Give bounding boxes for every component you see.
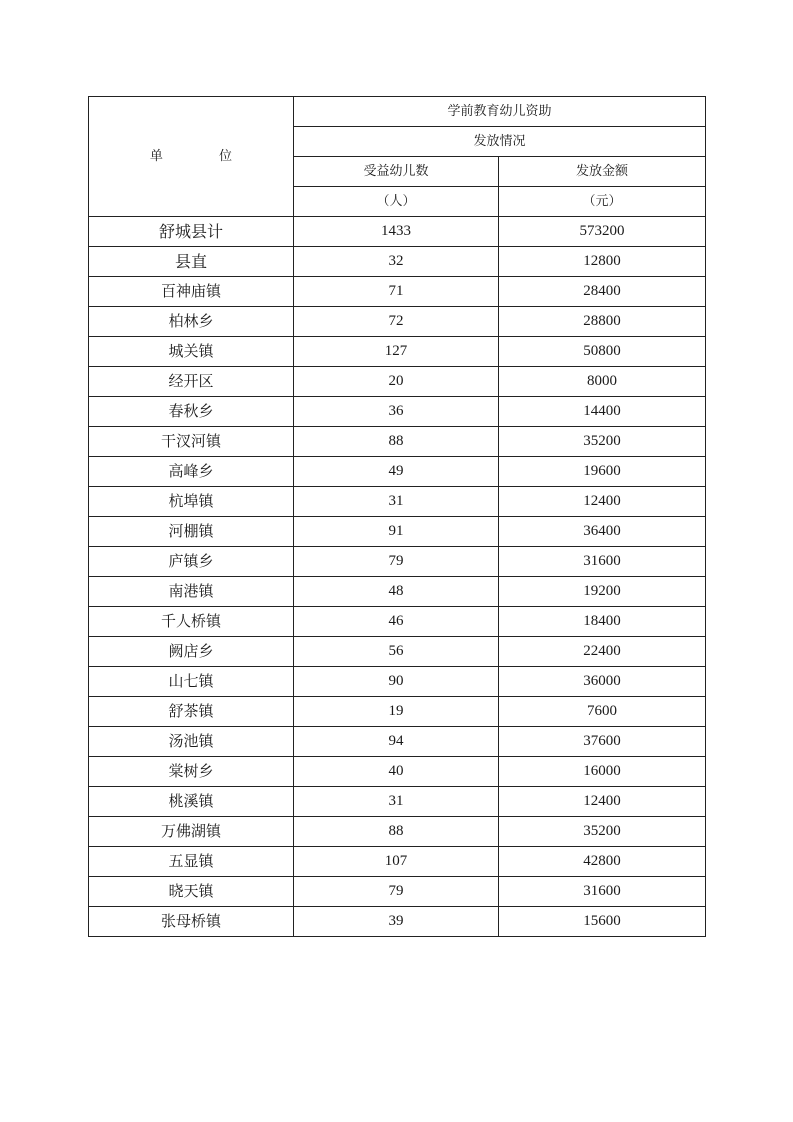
table-row	[89, 247, 706, 277]
table-row	[89, 487, 706, 517]
row-amount: 19600	[499, 457, 706, 487]
table-row	[89, 577, 706, 607]
row-unit-name: 舒茶镇	[89, 697, 294, 727]
row-unit-name: 春秋乡	[89, 397, 294, 427]
table-row	[89, 277, 706, 307]
unit-header: 单 位	[89, 97, 294, 217]
row-amount: 37600	[499, 727, 706, 757]
table-row	[89, 607, 706, 637]
row-amount: 12400	[499, 487, 706, 517]
row-unit-name: 舒城县计	[89, 217, 294, 247]
row-amount: 28800	[499, 307, 706, 337]
row-amount: 22400	[499, 637, 706, 667]
col-unit-children: （人）	[294, 187, 499, 217]
row-children-count: 72	[294, 307, 499, 337]
row-amount: 35200	[499, 427, 706, 457]
row-children-count: 31	[294, 487, 499, 517]
table-row	[89, 787, 706, 817]
row-unit-name: 百神庙镇	[89, 277, 294, 307]
row-unit-name: 柏林乡	[89, 307, 294, 337]
row-unit-name: 县直	[89, 247, 294, 277]
table-row	[89, 547, 706, 577]
row-unit-name: 千人桥镇	[89, 607, 294, 637]
col-header-children: 受益幼儿数	[294, 157, 499, 187]
row-amount: 12800	[499, 247, 706, 277]
row-amount: 31600	[499, 547, 706, 577]
row-unit-name: 晓天镇	[89, 877, 294, 907]
row-children-count: 32	[294, 247, 499, 277]
row-children-count: 88	[294, 817, 499, 847]
row-amount: 36000	[499, 667, 706, 697]
row-unit-name: 河棚镇	[89, 517, 294, 547]
row-amount: 36400	[499, 517, 706, 547]
aid-distribution-table	[88, 96, 706, 937]
table-row	[89, 307, 706, 337]
row-amount: 28400	[499, 277, 706, 307]
table-row	[89, 367, 706, 397]
table-row	[89, 637, 706, 667]
table-row	[89, 877, 706, 907]
row-children-count: 88	[294, 427, 499, 457]
table-row	[89, 757, 706, 787]
row-unit-name: 山七镇	[89, 667, 294, 697]
row-children-count: 1433	[294, 217, 499, 247]
row-children-count: 91	[294, 517, 499, 547]
table-row	[89, 817, 706, 847]
row-unit-name: 桃溪镇	[89, 787, 294, 817]
row-unit-name: 经开区	[89, 367, 294, 397]
row-children-count: 79	[294, 877, 499, 907]
row-children-count: 79	[294, 547, 499, 577]
row-amount: 8000	[499, 367, 706, 397]
row-amount: 31600	[499, 877, 706, 907]
row-unit-name: 高峰乡	[89, 457, 294, 487]
row-amount: 50800	[499, 337, 706, 367]
row-amount: 42800	[499, 847, 706, 877]
row-amount: 7600	[499, 697, 706, 727]
row-unit-name: 万佛湖镇	[89, 817, 294, 847]
row-children-count: 49	[294, 457, 499, 487]
row-children-count: 46	[294, 607, 499, 637]
row-unit-name: 张母桥镇	[89, 907, 294, 937]
row-amount: 573200	[499, 217, 706, 247]
row-amount: 14400	[499, 397, 706, 427]
row-unit-name: 五显镇	[89, 847, 294, 877]
row-amount: 35200	[499, 817, 706, 847]
row-children-count: 48	[294, 577, 499, 607]
col-unit-amount: （元）	[499, 187, 706, 217]
row-unit-name: 阙店乡	[89, 637, 294, 667]
row-unit-name: 汤池镇	[89, 727, 294, 757]
row-amount: 12400	[499, 787, 706, 817]
table-row	[89, 397, 706, 427]
header-row-title	[89, 97, 706, 127]
row-unit-name: 棠树乡	[89, 757, 294, 787]
row-children-count: 20	[294, 367, 499, 397]
row-children-count: 127	[294, 337, 499, 367]
table-row	[89, 667, 706, 697]
table-row	[89, 907, 706, 937]
table-subtitle: 发放情况	[294, 127, 706, 157]
row-children-count: 39	[294, 907, 499, 937]
row-amount: 15600	[499, 907, 706, 937]
row-unit-name: 杭埠镇	[89, 487, 294, 517]
row-unit-name: 南港镇	[89, 577, 294, 607]
row-children-count: 31	[294, 787, 499, 817]
row-children-count: 90	[294, 667, 499, 697]
row-unit-name: 干汊河镇	[89, 427, 294, 457]
row-unit-name: 城关镇	[89, 337, 294, 367]
table-title: 学前教育幼儿资助	[294, 97, 706, 127]
row-children-count: 40	[294, 757, 499, 787]
row-children-count: 19	[294, 697, 499, 727]
table-row	[89, 427, 706, 457]
table-row	[89, 847, 706, 877]
row-unit-name: 庐镇乡	[89, 547, 294, 577]
row-amount: 18400	[499, 607, 706, 637]
row-children-count: 94	[294, 727, 499, 757]
row-children-count: 36	[294, 397, 499, 427]
row-amount: 16000	[499, 757, 706, 787]
table-row	[89, 217, 706, 247]
row-children-count: 107	[294, 847, 499, 877]
row-children-count: 56	[294, 637, 499, 667]
row-children-count: 71	[294, 277, 499, 307]
table-row	[89, 337, 706, 367]
table-row	[89, 517, 706, 547]
table-row	[89, 727, 706, 757]
col-header-amount: 发放金额	[499, 157, 706, 187]
table-row	[89, 457, 706, 487]
row-amount: 19200	[499, 577, 706, 607]
table-row	[89, 697, 706, 727]
